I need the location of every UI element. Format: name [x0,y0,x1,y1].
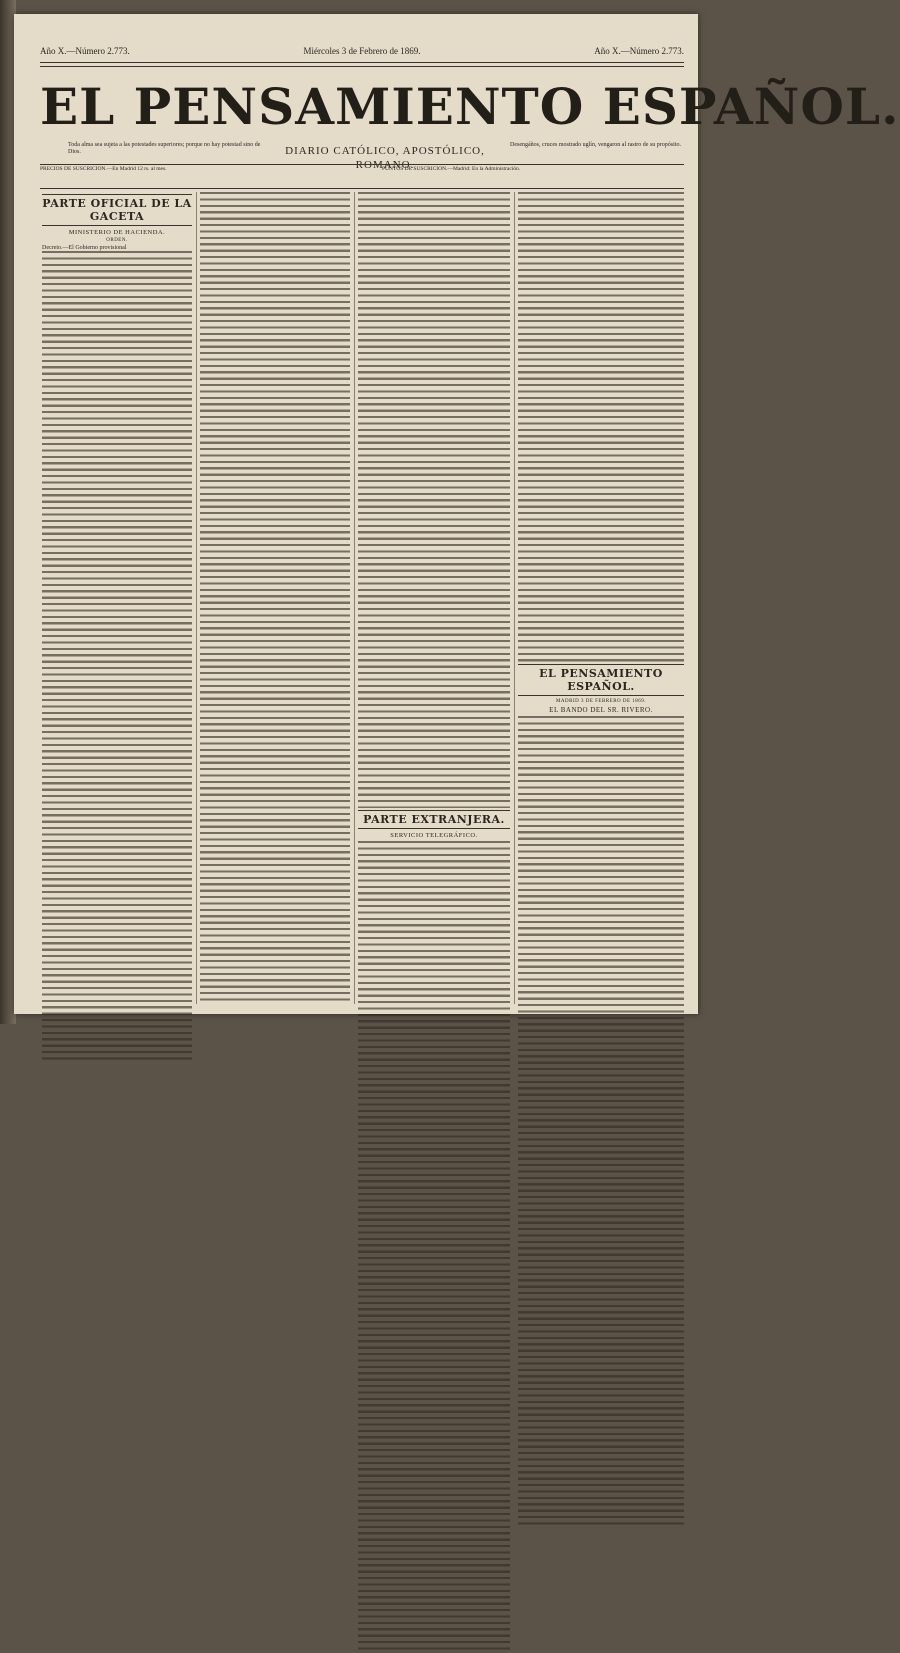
article-title: EL BANDO DEL SR. RIVERO. [549,706,653,714]
order-heading: ORDEN. [106,238,128,243]
masthead-subtitle: DIARIO CATÓLICO, APOSTÓLICO, ROMANO. [285,145,485,171]
dateline [40,44,684,58]
decree-opener: Decreto.—El Gobierno provisional [42,245,127,251]
section-title-editorial: EL PENSAMIENTO ESPAÑOL. [518,664,684,696]
subscription-points: PUNTOS DE SUSCRICION.—Madrid: En la Administración. [382,166,521,172]
column-divider-1 [196,192,197,1004]
official-text-body [42,251,192,1063]
column-divider-2 [354,192,355,1004]
column-divider-3 [514,192,515,1004]
column-2-text-body [200,192,350,1004]
columns-rule [40,188,684,189]
issue-number-right: Año X.—Número 2.773. [594,46,684,56]
foreign-text-body [358,841,510,1653]
editorial-text-body [518,716,684,1528]
subscription-prices: PRECIOS DE SUSCRICION.—En Madrid 12 rs. al mes. [40,166,167,172]
top-rule-double [40,66,684,67]
issue-date: Miércoles 3 de Febrero de 1869. [303,46,421,56]
section-title-foreign: PARTE EXTRANJERA. [358,810,510,829]
motto-left: Toda alma sea sujeta a las potestades superiores; porque no hay potestad sino de Dios. [68,142,261,155]
section-title-official: PARTE OFICIAL DE LA GACETA [42,194,192,226]
column-4 [518,192,684,1004]
column-official [42,192,192,1004]
column-3-text-top [358,192,510,808]
column-3 [358,192,510,1004]
issue-number-left: Año X.—Número 2.773. [40,46,130,56]
editorial-dateline: MADRID 3 DE FEBRERO DE 1869. [555,699,647,704]
newspaper-page [14,14,900,1014]
column-2 [200,192,350,1004]
column-4-text-top [518,192,684,662]
ministry-heading: MINISTERIO DE HACIENDA. [68,229,166,236]
motto-right: Desengáños, cruces mostrado uglín, vengaron al rastro de su propósito. [510,142,681,148]
masthead-title: EL PENSAMIENTO ESPAÑOL. [40,77,900,136]
telegraph-heading: SERVICIO TELEGRÁFICO. [390,832,478,839]
subscription-bar [40,164,684,186]
top-rule [40,62,684,63]
